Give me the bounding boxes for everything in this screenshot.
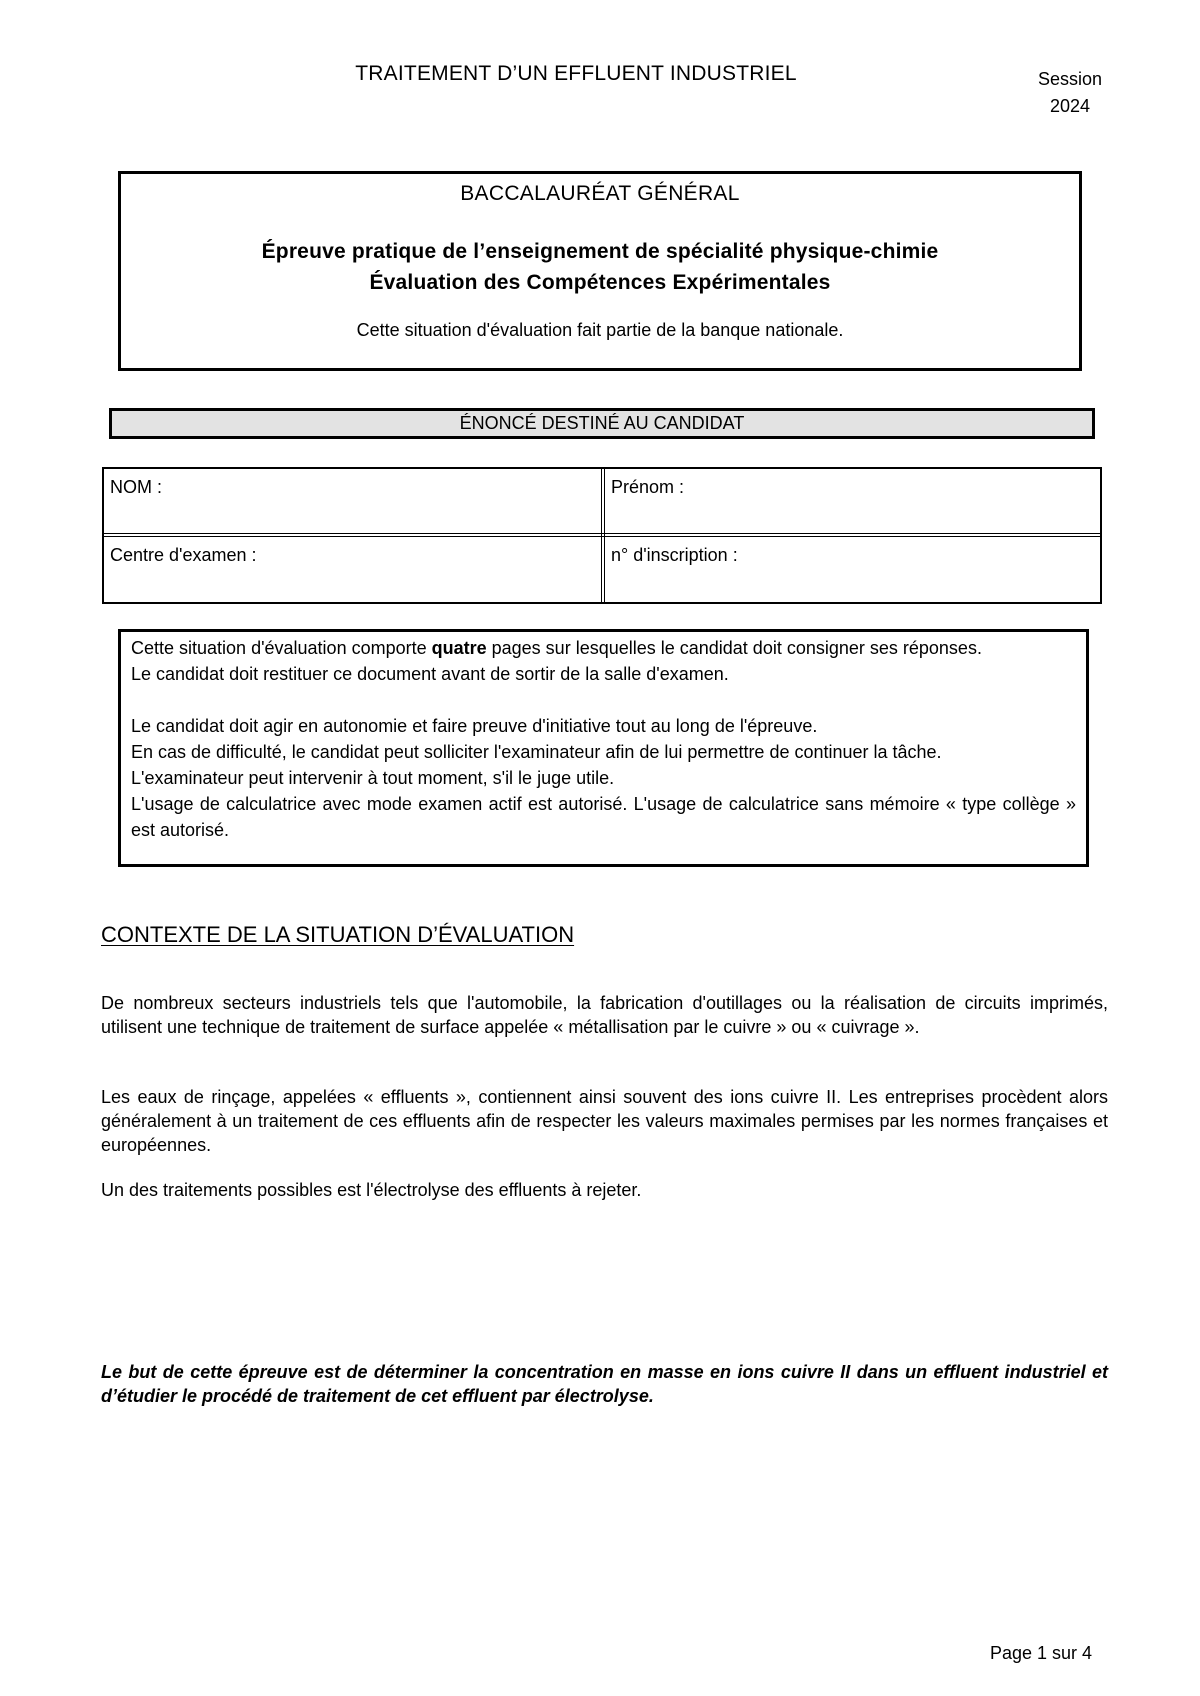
context-heading: CONTEXTE DE LA SITUATION D’ÉVALUATION [101, 922, 575, 947]
nom-label: NOM : [110, 477, 162, 497]
candidate-identity-table [102, 467, 1102, 604]
context-paragraph-2: Les eaux de rinçage, appelées « effluents », contiennent ainsi souvent des ions cuivre II. Les entreprises procèdent alors généralement à un traitement de ces effluents afin de respecter les valeurs maximales permises par les normes françaises et européennes. [101, 1087, 1108, 1155]
instruction-difficulty: En cas de difficulté, le candidat peut solliciter l'examinateur afin de lui permettre de continuer la tâche. [131, 742, 942, 762]
instruction-calculator: L'usage de calculatrice avec mode examen actif est autorisé. L'usage de calculatrice sans mémoire « type collège » est autorisé. [131, 794, 1076, 840]
candidate-banner: ÉNONCÉ DESTINÉ AU CANDIDAT [109, 408, 1095, 439]
exam-title: BACCALAURÉAT GÉNÉRAL [460, 182, 740, 205]
session-label: Session [1037, 69, 1103, 89]
context-paragraph-1: De nombreux secteurs industriels tels que l'automobile, la fabrication d'outillages ou la réalisation de circuits imprimés, utilisent une technique de traitement de surface appelée « métallisation par le cuivre » ou « cuivrage ». [101, 993, 1108, 1037]
nom-field[interactable] [104, 469, 601, 533]
instruction-examiner: L'examinateur peut intervenir à tout moment, s'il le juge utile. [131, 768, 615, 788]
page-number: Page 1 sur 4 [990, 1643, 1093, 1663]
instruction-pages: Cette situation d'évaluation comporte quatre pages sur lesquelles le candidat doit consigner ses réponses. [131, 638, 982, 658]
instructions-box [118, 629, 1089, 867]
exam-header-box [118, 171, 1082, 371]
inscription-label: n° d'inscription : [611, 545, 738, 565]
instruction-return: Le candidat doit restituer ce document avant de sortir de la salle d'examen. [131, 664, 729, 684]
document-title: TRAITEMENT D’UN EFFLUENT INDUSTRIEL [355, 62, 797, 85]
exam-note: Cette situation d'évaluation fait partie de la banque nationale. [356, 320, 844, 340]
centre-examen-field[interactable] [104, 537, 601, 602]
centre-examen-label: Centre d'examen : [110, 545, 257, 565]
instruction-pages-count: quatre [431, 638, 487, 658]
inscription-field[interactable] [605, 537, 1100, 602]
exam-subtitle-line2: Évaluation des Compétences Expérimentales [369, 271, 831, 294]
prenom-field[interactable] [605, 469, 1100, 533]
prenom-label: Prénom : [611, 477, 685, 497]
exam-subtitle-line1: Épreuve pratique de l’enseignement de spécialité physique-chimie [261, 240, 939, 263]
exam-goal: Le but de cette épreuve est de déterminer la concentration en masse en ions cuivre II dans un effluent industriel et d’étudier le procédé de traitement de cet effluent par électrolyse. [101, 1362, 1108, 1406]
session-year: 2024 [1049, 96, 1091, 116]
session-info [1030, 66, 1110, 120]
exam-subtitle [121, 236, 1079, 298]
context-paragraph-3: Un des traitements possibles est l'électrolyse des effluents à rejeter. [101, 1180, 642, 1200]
instruction-autonomy: Le candidat doit agir en autonomie et faire preuve d'initiative tout au long de l'épreuve. [131, 716, 818, 736]
